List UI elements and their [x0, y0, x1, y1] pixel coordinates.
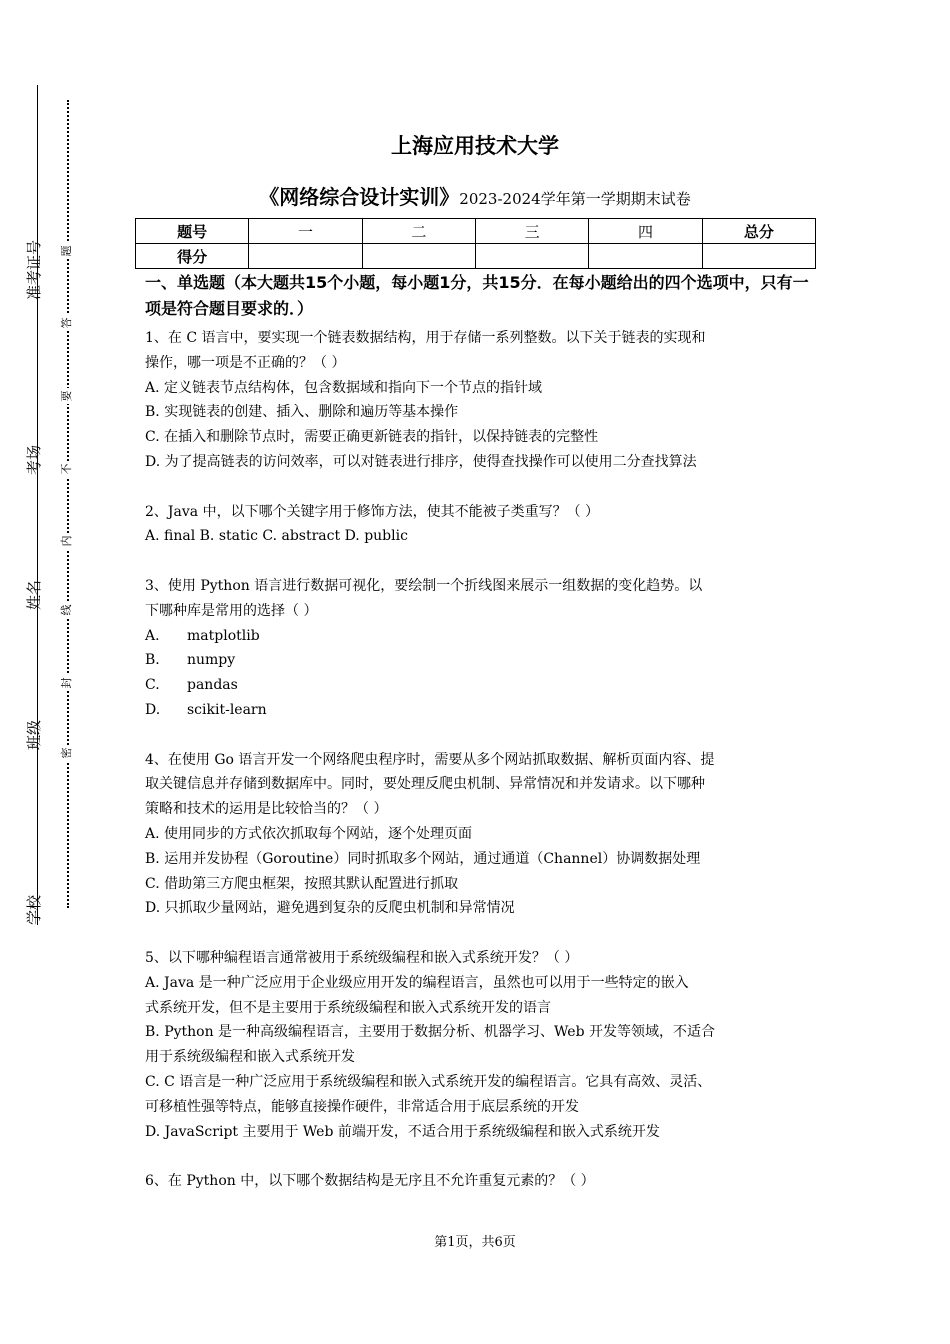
question-option — [145, 698, 815, 723]
option-text: scikit-learn — [187, 701, 267, 718]
score-cell[interactable] — [362, 244, 475, 269]
question-stem: 4、在使用 Go 语言开发一个网络爬虫程序时，需要从多个网站抓取数据、解析页面内容、提 — [145, 751, 715, 768]
question-stem: 策略和技术的运用是比较恰当的？（ ） — [145, 801, 388, 818]
seal-char: 内 — [59, 533, 75, 549]
question-option: A. 使用同步的方式依次抓取每个网站，逐个处理页面 — [145, 825, 473, 842]
score-cell[interactable] — [475, 244, 588, 269]
question-option: D. JavaScript 主要用于 Web 前端开发，不适合用于系统级编程和嵌入式系统开发 — [145, 1123, 660, 1140]
seal-dotted-line — [67, 100, 69, 908]
score-table-header-row — [136, 219, 816, 244]
binding-field-class: 班级 — [25, 719, 43, 750]
question-option: B. Python 是一种高级编程语言，主要用于数据分析、机器学习、Web 开发等领域，不适合 — [145, 1024, 715, 1041]
score-table — [135, 218, 816, 269]
score-row-label: 得分 — [136, 244, 249, 269]
seal-char: 要 — [59, 388, 75, 404]
question-stem: 下哪种库是常用的选择（ ） — [145, 602, 318, 619]
question-option: C. 借助第三方爬虫框架，按照其默认配置进行抓取 — [145, 875, 459, 892]
binding-field-name: 姓名 — [25, 579, 43, 610]
section-heading: 一、单选题（本大题共15个小题，每小题1分，共15分．在每小题给出的四个选项中，只有一项是符合题目要求的．） — [145, 273, 809, 318]
score-cell[interactable] — [702, 244, 815, 269]
binding-field-exam-room: 考场 — [25, 444, 43, 475]
score-cell[interactable] — [249, 244, 362, 269]
exam-term: 2023-2024学年第一学期期末试卷 — [459, 190, 691, 208]
question-stem: 5、以下哪种编程语言通常被用于系统级编程和嵌入式系统开发？（ ） — [145, 949, 579, 966]
question-option — [145, 648, 815, 673]
question-stem: 取关键信息并存储到数据库中。同时，要处理反爬虫机制、异常情况和并发请求。以下哪种 — [145, 776, 705, 793]
seal-char: 封 — [59, 675, 75, 691]
question-option: 用于系统级编程和嵌入式系统开发 — [145, 1049, 355, 1066]
question-option — [145, 624, 815, 649]
exam-title — [0, 181, 950, 210]
option-letter: A. — [145, 627, 160, 644]
score-table-header: 一 — [249, 219, 362, 244]
score-table-header: 总分 — [702, 219, 815, 244]
question-stem: 1、在 C 语言中，要实现一个链表数据结构，用于存储一系列整数。以下关于链表的实现和 — [145, 330, 706, 346]
score-table-score-row — [136, 244, 816, 269]
seal-char: 不 — [59, 461, 75, 477]
seal-char: 答 — [59, 315, 75, 331]
option-text: pandas — [187, 677, 238, 694]
score-table-header: 三 — [475, 219, 588, 244]
binding-line — [37, 85, 38, 925]
question-option: D. 只抓取少量网站，避免遇到复杂的反爬虫机制和异常情况 — [145, 900, 515, 917]
binding-field-school: 学校 — [25, 894, 43, 925]
question-option: 可移植性强等特点，能够直接操作硬件，非常适合用于底层系统的开发 — [145, 1098, 579, 1115]
course-name: 《网络综合设计实训》 — [259, 185, 460, 209]
seal-char: 密 — [59, 745, 75, 761]
page-footer: 第1页，共6页 — [434, 1235, 516, 1250]
question-option: 式系统开发，但不是主要用于系统级编程和嵌入式系统开发的语言 — [145, 999, 551, 1016]
question-stem: 2、Java 中，以下哪个关键字用于修饰方法，使其不能被子类重写？（ ） — [145, 503, 600, 520]
question-option: B. 运用并发协程（Goroutine）同时抓取多个网站，通过通道（Channel）协调数据处理 — [145, 850, 701, 867]
binding-field-exam-number: 准考证号 — [25, 239, 43, 300]
question-option — [145, 673, 815, 698]
score-table-header: 二 — [362, 219, 475, 244]
option-text: matplotlib — [187, 627, 260, 644]
question-option: A. Java 是一种广泛应用于企业级应用开发的编程语言，虽然也可以用于一些特定的嵌入 — [145, 974, 689, 991]
question-option: A. final B. static C. abstract D. public — [145, 528, 408, 545]
option-letter: D. — [145, 701, 161, 718]
question-option: C. C 语言是一种广泛应用于系统级编程和嵌入式系统开发的编程语言。它具有高效、灵活、 — [145, 1073, 712, 1090]
seal-char: 题 — [59, 243, 75, 259]
question-option: A. 定义链表节点结构体，包含数据域和指向下一个节点的指针域 — [145, 379, 543, 396]
option-letter: C. — [145, 677, 160, 694]
question-option: D. 为了提高链表的访问效率，可以对链表进行排序，使得查找操作可以使用二分查找算法 — [145, 453, 697, 470]
question-stem: 3、使用 Python 语言进行数据可视化，要绘制一个折线图来展示一组数据的变化趋势。以 — [145, 577, 703, 594]
university-title: 上海应用技术大学 — [391, 134, 559, 158]
score-table-header: 四 — [589, 219, 702, 244]
exam-content — [145, 270, 815, 1194]
question-stem: 6、在 Python 中，以下哪个数据结构是无序且不允许重复元素的？（ ） — [145, 1173, 595, 1190]
option-text: numpy — [187, 652, 236, 669]
question-stem: 操作，哪一项是不正确的？（ ） — [145, 354, 346, 371]
seal-char: 线 — [59, 602, 75, 618]
question-option: B. 实现链表的创建、插入、删除和遍历等基本操作 — [145, 404, 459, 421]
score-table-header: 题号 — [136, 219, 249, 244]
question-option: C. 在插入和删除节点时，需要正确更新链表的指针，以保持链表的完整性 — [145, 429, 599, 446]
option-letter: B. — [145, 652, 160, 669]
score-cell[interactable] — [589, 244, 702, 269]
